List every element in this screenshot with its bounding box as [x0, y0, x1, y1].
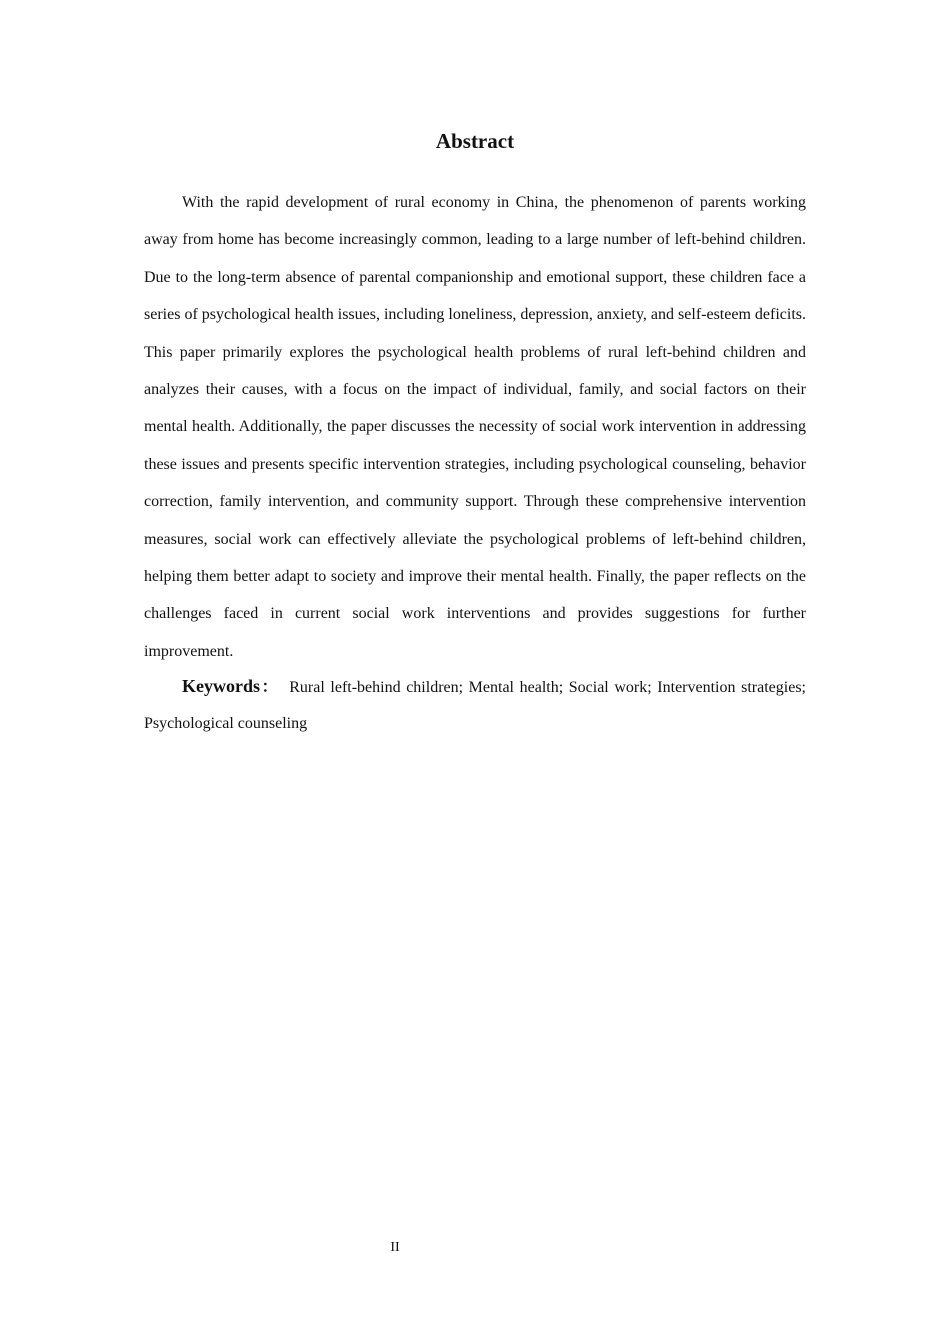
page-number: II: [390, 1240, 400, 1255]
keywords-paragraph: [144, 668, 806, 742]
keywords-label: Keywords: [182, 676, 260, 696]
keywords-separator: ：: [260, 679, 280, 696]
abstract-body: With the rapid development of rural economy in China, the phenomenon of parents working away from home has become increasingly common, leading to a large number of left-behind children. Due to the long-term absence of parental companionship and emotional support, these children face a series of psychological health issues, including loneliness, depression, anxiety, and self-esteem deficits. This paper primarily explores the psychological health problems of rural left-behind children and analyzes their causes, with a focus on the impact of individual, family, and social factors on their mental health. Additionally, the paper discusses the necessity of social work intervention in addressing these issues and presents specific intervention strategies, including psychological counseling, behavior correction, family intervention, and community support. Through these comprehensive intervention measures, social work can effectively alleviate the psychological problems of left-behind children, helping them better adapt to society and improve their mental health. Finally, the paper reflects on the challenges faced in current social work interventions and provides suggestions for further improvement.: [144, 194, 806, 660]
abstract-title: Abstract: [435, 129, 515, 153]
keywords-list: Rural left-behind children; Mental health; Social work; Intervention strategies; Psychological counseling: [144, 679, 806, 732]
